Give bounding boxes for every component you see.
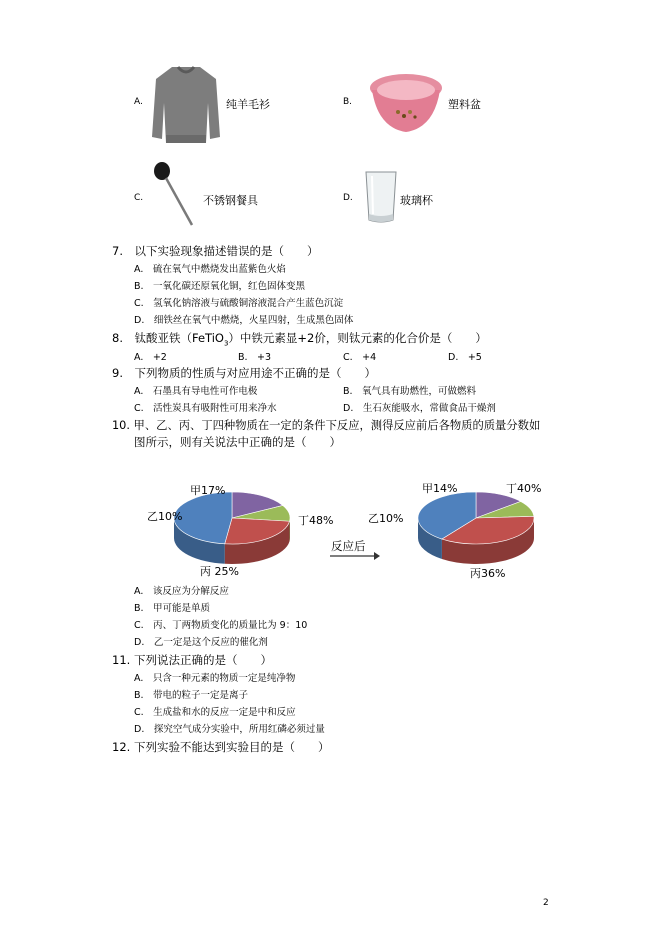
q8-option-a: A. +2: [134, 352, 167, 363]
q7-option-a: A. 硫在氧气中燃烧发出蓝紫色火焰: [134, 264, 286, 275]
q10-stem-line2: 图所示，则有关说法中正确的是（ ）: [134, 435, 341, 449]
option-b-letter: B.: [343, 97, 353, 107]
option-b-text: 塑料盆: [448, 98, 481, 111]
q8-stem: 8. 钛酸亚铁（FeTiO$_3$）中铁元素显+2价，则钛元素的化合价是（ ）: [112, 331, 487, 348]
pie-chart-before: [170, 488, 300, 568]
q11-option-d: D. 探究空气成分实验中，所用红磷必须过量: [134, 724, 325, 735]
q10-option-a: A. 该反应为分解反应: [134, 586, 229, 597]
q11-option-b: B. 带电的粒子一定是离子: [134, 690, 249, 701]
label-after-bing: 丙36%: [470, 567, 506, 580]
q12-stem: 12. 下列实验不能达到实验目的是（ ）: [112, 740, 330, 754]
q8-option-b: B. +3: [238, 352, 272, 363]
q11-stem: 11. 下列说法正确的是（ ）: [112, 653, 272, 667]
label-before-ding: 丁48%: [298, 514, 334, 527]
option-a-letter: A.: [134, 97, 143, 107]
label-before-yi: 乙10%: [147, 510, 183, 523]
option-c-letter: C.: [134, 193, 144, 203]
label-before-bing: 丙 25%: [200, 565, 239, 578]
q9-option-d: D. 生石灰能吸水，常做食品干燥剂: [343, 403, 496, 414]
reaction-arrow: [330, 551, 380, 561]
q11-option-c: C. 生成盐和水的反应一定是中和反应: [134, 707, 296, 718]
q9-option-c: C. 活性炭具有吸附性可用来净水: [134, 403, 277, 414]
option-d-text: 玻璃杯: [400, 194, 433, 207]
q10-option-d: D. 乙一定是这个反应的催化剂: [134, 637, 268, 648]
label-after-yi: 乙10%: [368, 512, 404, 525]
plastic-basin-picture: [368, 72, 444, 136]
q9-stem: 9. 下列物质的性质与对应用途不正确的是（ ）: [112, 366, 376, 380]
label-after-ding: 丁40%: [506, 482, 542, 495]
q7-option-c: C. 氢氧化钠溶液与硫酸铜溶液混合产生蓝色沉淀: [134, 298, 344, 309]
pie-chart-after: [414, 488, 544, 568]
arrow-label: 反应后: [331, 539, 366, 553]
glass-cup-picture: [364, 170, 398, 224]
q8-option-d: D. +5: [448, 352, 482, 363]
sweater-picture: [150, 63, 222, 145]
q10-option-b: B. 甲可能是单质: [134, 603, 211, 614]
option-d-letter: D.: [343, 193, 353, 203]
q9-option-b: B. 氧气具有助燃性，可做燃料: [343, 386, 477, 397]
label-after-jia: 甲14%: [422, 482, 458, 495]
q7-option-d: D. 细铁丝在氧气中燃烧，火星四射，生成黑色固体: [134, 315, 354, 326]
q7-stem: 7. 以下实验现象描述错误的是（ ）: [112, 244, 319, 258]
label-before-jia: 甲17%: [190, 484, 226, 497]
q8-option-c: C. +4: [343, 352, 377, 363]
option-a-text: 纯羊毛衫: [226, 98, 270, 111]
steel-ladle-picture: [152, 161, 196, 227]
q9-option-a: A. 石墨具有导电性可作电极: [134, 386, 258, 397]
q7-option-b: B. 一氧化碳还原氧化铜，红色固体变黑: [134, 281, 306, 292]
page-number: 2: [543, 898, 549, 908]
q11-option-a: A. 只含一种元素的物质一定是纯净物: [134, 673, 296, 684]
q10-option-c: C. 丙、丁两物质变化的质量比为 9：10: [134, 620, 308, 631]
q10-stem-line1: 10. 甲、乙、丙、丁四种物质在一定的条件下反应，测得反应前后各物质的质量分数如: [112, 419, 541, 432]
option-c-text: 不锈钢餐具: [203, 194, 258, 207]
